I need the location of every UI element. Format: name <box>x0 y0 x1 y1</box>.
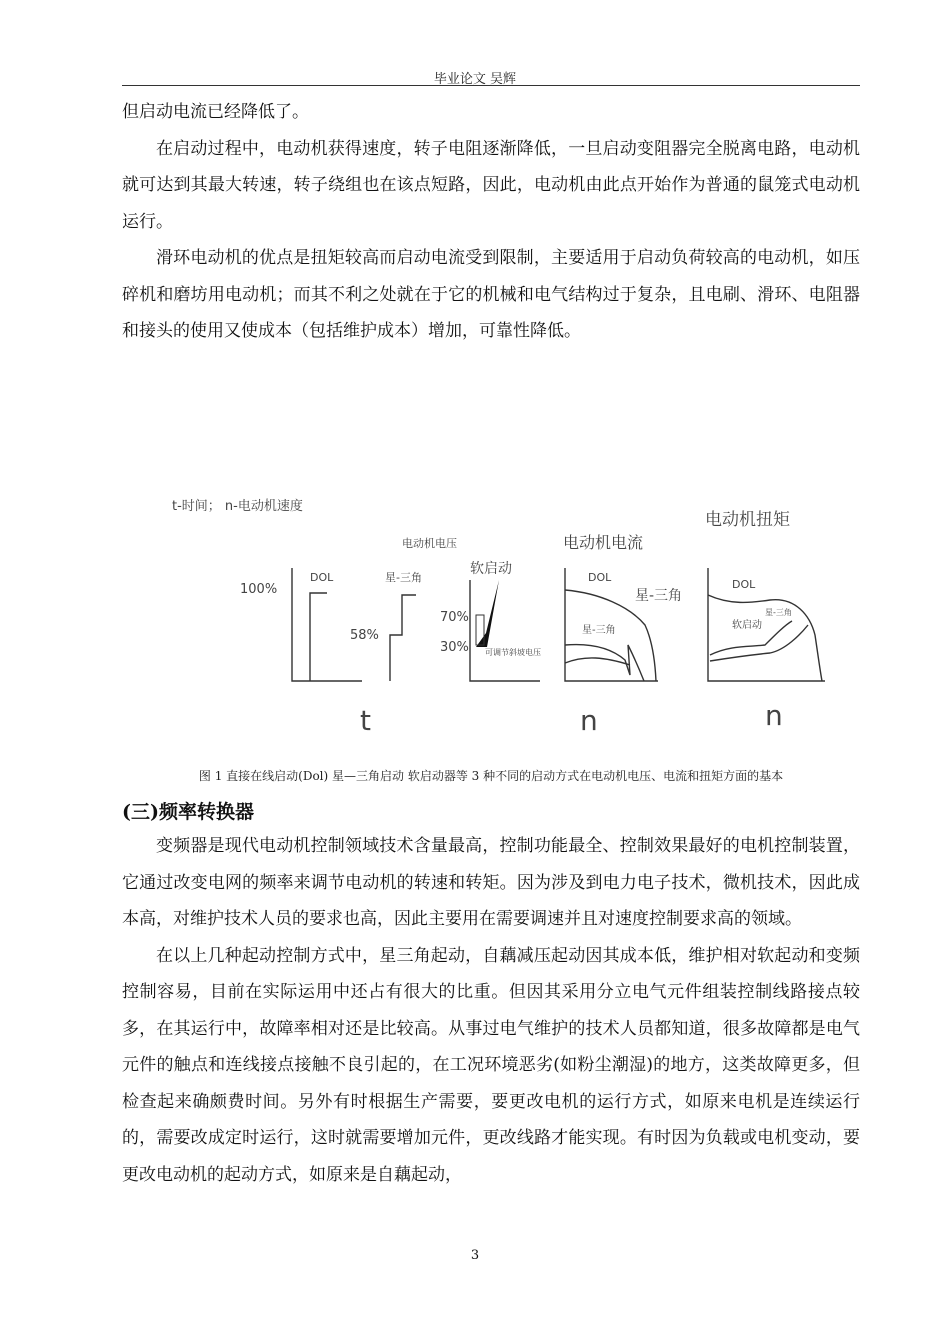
section-title: (三)频率转换器 <box>122 801 254 823</box>
torque-soft-label: 软启动 <box>732 620 762 631</box>
paragraph: 变频器是现代电动机控制领域技术含量最高，控制功能最全、控制效果最好的电机控制装置，它通过改变电网的频率来调节电动机的转速和转矩。因为涉及到电力电子技术，微机技术，因此成本高，对维护技术人员的要求也高，因此主要用在需要调速并且对速度控制要求高的领域。 <box>122 836 860 929</box>
torque-dol-label: DOL <box>732 578 756 591</box>
dol-voltage-step <box>310 593 327 681</box>
voltage-axis-soft <box>470 580 540 681</box>
star-delta-voltage-step <box>390 595 416 681</box>
voltage-axis-dol <box>292 568 362 681</box>
soft-start-ramp <box>476 580 499 647</box>
current-star-delta-inner-label: 星-三角 <box>582 625 616 636</box>
voltage-star-delta-label: 星-三角 <box>385 571 422 584</box>
current-dol-label: DOL <box>588 571 612 584</box>
soft-start-title: 软启动 <box>470 561 512 577</box>
torque-axes <box>708 568 825 681</box>
voltage-58-label: 58% <box>350 628 379 643</box>
current-star-delta-label: 星-三角 <box>635 588 683 604</box>
current-low-curve <box>565 658 630 665</box>
header-rule <box>122 85 860 86</box>
page-number: 3 <box>470 1248 480 1263</box>
current-panel-title: 电动机电流 <box>563 533 644 552</box>
voltage-dol-label: DOL <box>310 571 334 584</box>
star-delta-current-curve <box>565 645 644 681</box>
paragraph: 在启动过程中，电动机获得速度，转子电阻逐渐降低，一旦启动变阻器完全脱离电路，电动机就可达到其最大转速，转子绕组也在该点短路，因此，电动机由此点开始作为普通的鼠笼式电动机运行。 <box>122 138 860 232</box>
voltage-panel-title: 电动机电压 <box>402 537 457 550</box>
torque-star-delta-label: 星-三角 <box>765 608 792 617</box>
torque-axis-n: n <box>765 699 783 732</box>
voltage-axis-t: t <box>360 704 371 737</box>
page-header: 毕业论文 吴辉 <box>433 72 517 87</box>
adjustable-ramp-label: 可调节斜坡电压 <box>485 648 541 657</box>
top-text-block <box>122 94 860 350</box>
voltage-y-label: 100% <box>240 582 278 597</box>
soft-70-label: 70% <box>440 610 469 625</box>
bottom-text-block <box>122 828 860 1193</box>
paragraph: 在以上几种起动控制方式中，星三角起动，自藕减压起动因其成本低，维护相对软起动和变频控制容易，目前在实际运用中还占有很大的比重。但因其采用分立电气元件组装控制线路接点较多，在其运行中，故障率相对还是比较高。从事过电气维护的技术人员都知道，很多故障都是电气元件的触点和连线接点接触不良引起的，在工况环境恶劣(如粉尘潮湿)的地方，这类故障更多，但检查起来确颇费时间。另外有时根据生产需要，要更改电机的运行方式，如原来电机是连续运行的，需要改成定时运行，这时就需要增加元件，更改线路才能实现。有时因为负载或电机变动，要更改电动机的起动方式，如原来是自藕起动， <box>122 945 860 1185</box>
paragraph: 但启动电流已经降低了。 <box>122 102 309 122</box>
figure-drawing <box>160 485 860 755</box>
current-axis-n: n <box>580 704 598 737</box>
paragraph: 滑环电动机的优点是扭矩较高而启动电流受到限制，主要适用于启动负荷较高的电动机，如压碎机和磨坊用电动机；而其不利之处就在于它的机械和电气结构过于复杂，且电刷、滑环、电阻器和接头的使用又使成本（包括维护成本）增加，可靠性降低。 <box>122 248 860 341</box>
torque-panel-title: 电动机扭矩 <box>705 510 790 530</box>
figure-legend: t-时间； n-电动机速度 <box>172 499 303 514</box>
figure-caption: 图 1 直接在线启动(Dol) 星—三角启动 软启动器等 3 种不同的启动方式在电动机电压、电流和扭矩方面的基本 <box>198 769 784 783</box>
soft-30-label: 30% <box>440 640 469 655</box>
starting-methods-figure <box>160 485 860 755</box>
